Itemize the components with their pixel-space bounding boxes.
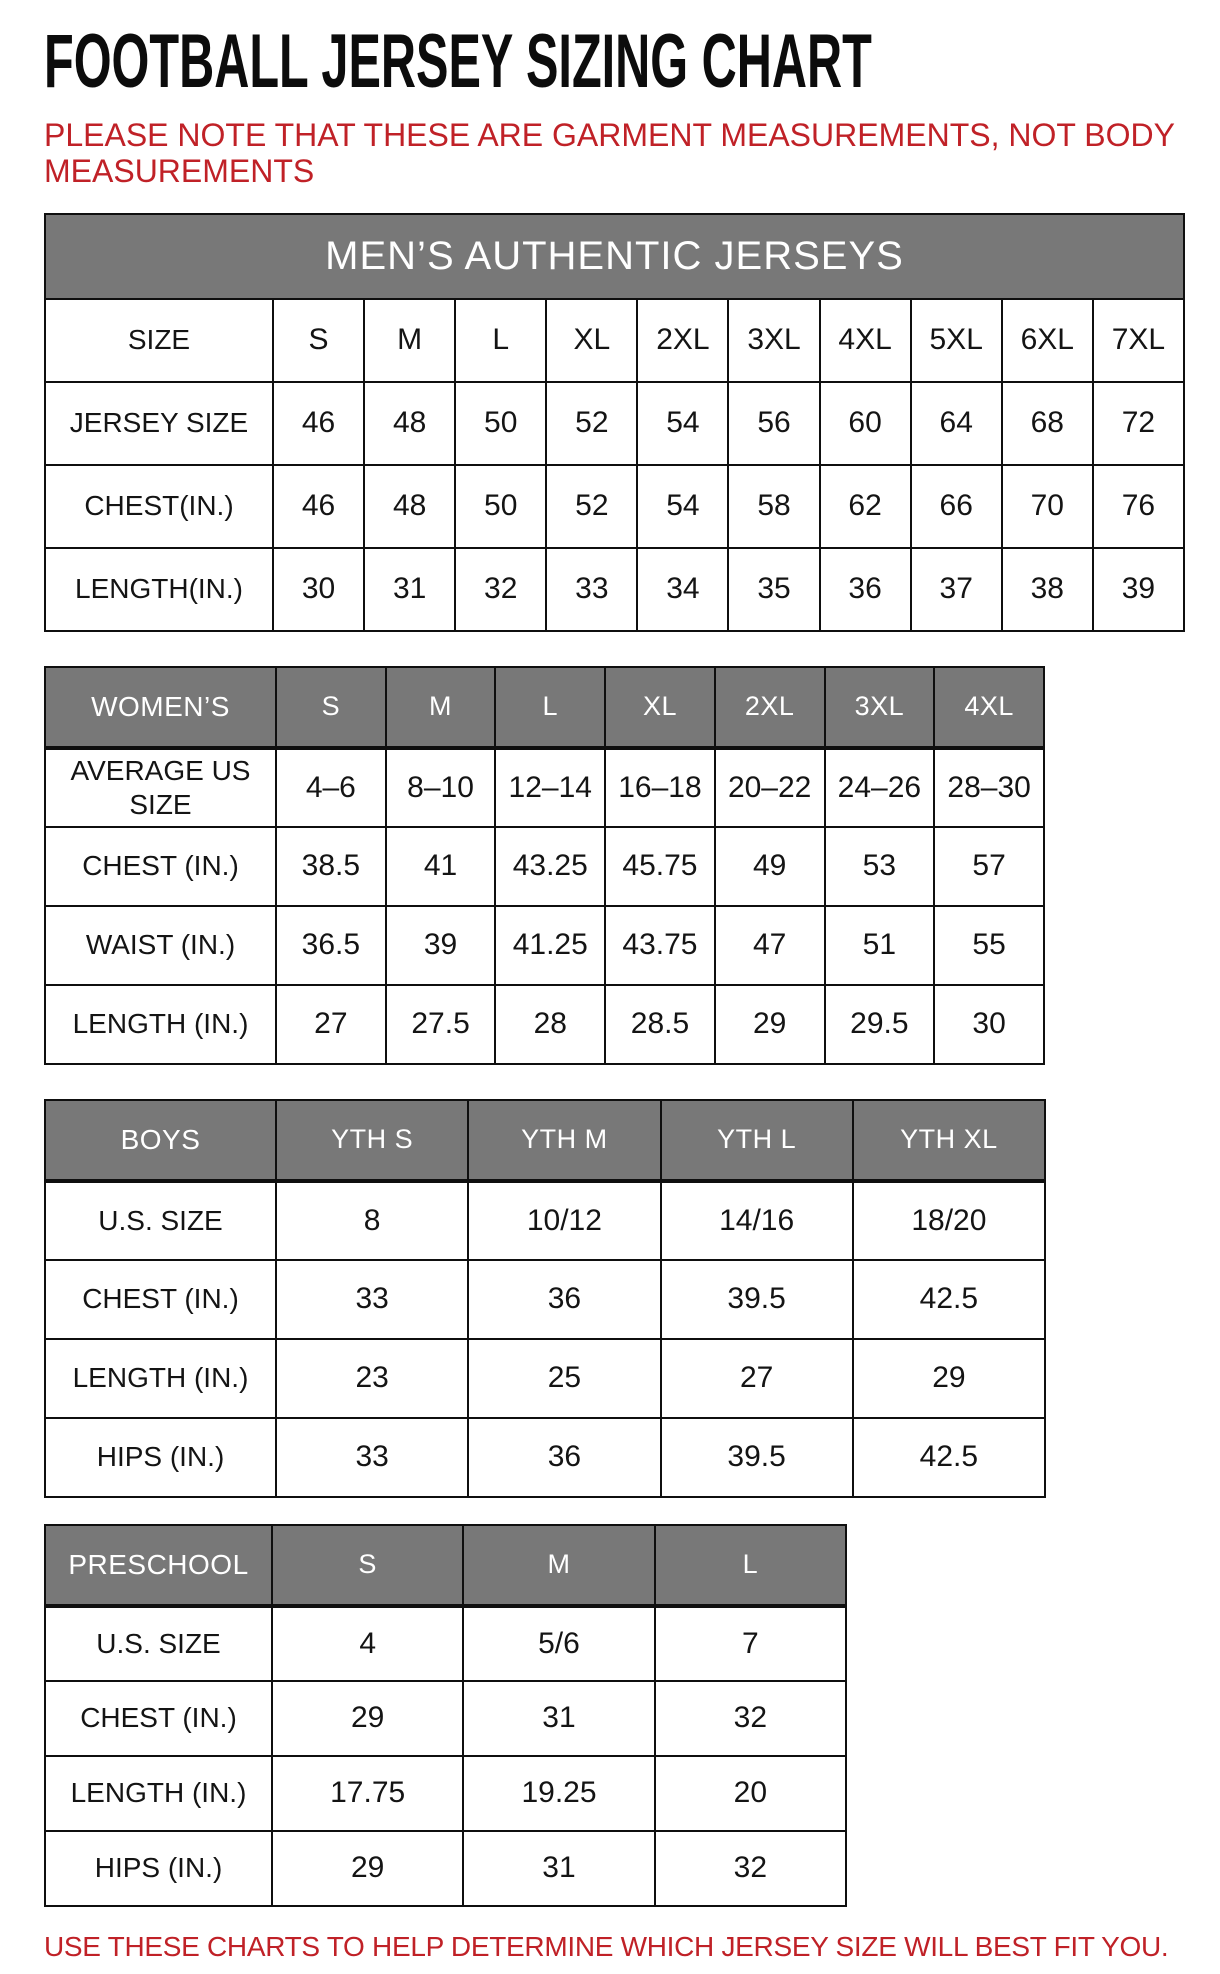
- table-header-row: [45, 667, 1044, 748]
- row-label: HIPS (IN.): [45, 1418, 276, 1497]
- row-label: U.S. SIZE: [45, 1181, 276, 1260]
- size-column-header: YTH L: [661, 1100, 853, 1181]
- value-cell: 57: [934, 827, 1044, 906]
- value-cell: 34: [637, 548, 728, 631]
- table-header-label: WOMEN’S: [45, 667, 276, 748]
- table-header-label: BOYS: [45, 1100, 276, 1181]
- value-cell: XL: [546, 299, 637, 382]
- value-cell: 36: [468, 1260, 660, 1339]
- value-cell: 39.5: [661, 1260, 853, 1339]
- size-column-header: L: [495, 667, 605, 748]
- row-label: CHEST(IN.): [45, 465, 273, 548]
- value-cell: 29: [853, 1339, 1045, 1418]
- row-label: LENGTH (IN.): [45, 1339, 276, 1418]
- row-label: LENGTH(IN.): [45, 548, 273, 631]
- value-cell: 18/20: [853, 1181, 1045, 1260]
- value-cell: 2XL: [637, 299, 728, 382]
- value-cell: 37: [911, 548, 1002, 631]
- value-cell: 4–6: [276, 748, 386, 827]
- value-cell: 32: [655, 1681, 846, 1756]
- value-cell: 29.5: [825, 985, 935, 1064]
- value-cell: 23: [276, 1339, 468, 1418]
- value-cell: 72: [1093, 382, 1184, 465]
- value-cell: 6XL: [1002, 299, 1093, 382]
- table-row: [45, 1181, 1045, 1260]
- value-cell: 35: [728, 548, 819, 631]
- size-column-header: 2XL: [715, 667, 825, 748]
- value-cell: 31: [364, 548, 455, 631]
- value-cell: 8–10: [386, 748, 496, 827]
- value-cell: 30: [273, 548, 364, 631]
- value-cell: 36: [820, 548, 911, 631]
- value-cell: 50: [455, 382, 546, 465]
- value-cell: 64: [911, 382, 1002, 465]
- value-cell: 45.75: [605, 827, 715, 906]
- value-cell: 36.5: [276, 906, 386, 985]
- value-cell: 27.5: [386, 985, 496, 1064]
- row-label: WAIST (IN.): [45, 906, 276, 985]
- value-cell: 55: [934, 906, 1044, 985]
- value-cell: 29: [272, 1831, 463, 1906]
- value-cell: 68: [1002, 382, 1093, 465]
- value-cell: 31: [463, 1831, 654, 1906]
- value-cell: 24–26: [825, 748, 935, 827]
- row-label: LENGTH (IN.): [45, 985, 276, 1064]
- value-cell: 29: [272, 1681, 463, 1756]
- table-row: [45, 382, 1184, 465]
- value-cell: L: [455, 299, 546, 382]
- value-cell: 54: [637, 382, 728, 465]
- table-row: [45, 1606, 846, 1681]
- row-label: U.S. SIZE: [45, 1606, 272, 1681]
- value-cell: 27: [661, 1339, 853, 1418]
- table-row: [45, 827, 1044, 906]
- value-cell: 51: [825, 906, 935, 985]
- size-column-header: S: [272, 1525, 463, 1606]
- value-cell: 49: [715, 827, 825, 906]
- value-cell: 32: [655, 1831, 846, 1906]
- value-cell: 5XL: [911, 299, 1002, 382]
- value-cell: 48: [364, 382, 455, 465]
- value-cell: 43.25: [495, 827, 605, 906]
- row-label: SIZE: [45, 299, 273, 382]
- value-cell: 31: [463, 1681, 654, 1756]
- value-cell: 3XL: [728, 299, 819, 382]
- table-banner: MEN’S AUTHENTIC JERSEYS: [45, 214, 1184, 299]
- value-cell: 50: [455, 465, 546, 548]
- value-cell: 17.75: [272, 1756, 463, 1831]
- mens-authentic-jerseys-table: [44, 213, 1185, 632]
- table-header-row: [45, 214, 1184, 299]
- row-label: AVERAGE US SIZE: [45, 748, 276, 827]
- value-cell: 76: [1093, 465, 1184, 548]
- value-cell: 42.5: [853, 1418, 1045, 1497]
- value-cell: 58: [728, 465, 819, 548]
- value-cell: 7XL: [1093, 299, 1184, 382]
- value-cell: 60: [820, 382, 911, 465]
- value-cell: 42.5: [853, 1260, 1045, 1339]
- value-cell: 33: [276, 1260, 468, 1339]
- value-cell: 70: [1002, 465, 1093, 548]
- size-column-header: 4XL: [934, 667, 1044, 748]
- size-column-header: M: [386, 667, 496, 748]
- value-cell: 27: [276, 985, 386, 1064]
- value-cell: 16–18: [605, 748, 715, 827]
- value-cell: 19.25: [463, 1756, 654, 1831]
- value-cell: 38.5: [276, 827, 386, 906]
- table-row: [45, 748, 1044, 827]
- row-label: JERSEY SIZE: [45, 382, 273, 465]
- table-header-row: [45, 1100, 1045, 1181]
- size-column-header: L: [655, 1525, 846, 1606]
- table-header-row: [45, 1525, 846, 1606]
- row-label: HIPS (IN.): [45, 1831, 272, 1906]
- womens-sizing-table: [44, 666, 1045, 1065]
- table-row: [45, 548, 1184, 631]
- value-cell: 48: [364, 465, 455, 548]
- size-column-header: M: [463, 1525, 654, 1606]
- value-cell: 46: [273, 465, 364, 548]
- value-cell: 47: [715, 906, 825, 985]
- value-cell: 56: [728, 382, 819, 465]
- size-column-header: YTH M: [468, 1100, 660, 1181]
- value-cell: 20–22: [715, 748, 825, 827]
- value-cell: 28–30: [934, 748, 1044, 827]
- value-cell: 28.5: [605, 985, 715, 1064]
- value-cell: 4: [272, 1606, 463, 1681]
- table-row: [45, 1418, 1045, 1497]
- page-title: FOOTBALL JERSEY SIZING CHART: [44, 19, 872, 104]
- value-cell: 43.75: [605, 906, 715, 985]
- value-cell: 25: [468, 1339, 660, 1418]
- value-cell: 12–14: [495, 748, 605, 827]
- value-cell: 33: [276, 1418, 468, 1497]
- value-cell: M: [364, 299, 455, 382]
- table-row: [45, 299, 1184, 382]
- value-cell: 39: [386, 906, 496, 985]
- value-cell: 28: [495, 985, 605, 1064]
- value-cell: 14/16: [661, 1181, 853, 1260]
- value-cell: 54: [637, 465, 728, 548]
- table-row: [45, 1681, 846, 1756]
- row-label: CHEST (IN.): [45, 1681, 272, 1756]
- value-cell: 52: [546, 465, 637, 548]
- value-cell: S: [273, 299, 364, 382]
- value-cell: 33: [546, 548, 637, 631]
- table-row: [45, 465, 1184, 548]
- size-column-header: S: [276, 667, 386, 748]
- table-row: [45, 906, 1044, 985]
- preschool-sizing-table: [44, 1524, 847, 1907]
- row-label: CHEST (IN.): [45, 1260, 276, 1339]
- size-column-header: YTH XL: [853, 1100, 1045, 1181]
- value-cell: 8: [276, 1181, 468, 1260]
- value-cell: 66: [911, 465, 1002, 548]
- value-cell: 29: [715, 985, 825, 1064]
- value-cell: 41: [386, 827, 496, 906]
- row-label: CHEST (IN.): [45, 827, 276, 906]
- table-row: [45, 1831, 846, 1906]
- table-header-label: PRESCHOOL: [45, 1525, 272, 1606]
- value-cell: 10/12: [468, 1181, 660, 1260]
- row-label: LENGTH (IN.): [45, 1756, 272, 1831]
- value-cell: 32: [455, 548, 546, 631]
- value-cell: 39: [1093, 548, 1184, 631]
- boys-sizing-table: [44, 1099, 1046, 1498]
- value-cell: 30: [934, 985, 1044, 1064]
- value-cell: 53: [825, 827, 935, 906]
- garment-measurements-note: PLEASE NOTE THAT THESE ARE GARMENT MEASUREMENTS, NOT BODY MEASUREMENTS: [44, 116, 1175, 189]
- value-cell: 62: [820, 465, 911, 548]
- value-cell: 46: [273, 382, 364, 465]
- value-cell: 41.25: [495, 906, 605, 985]
- value-cell: 38: [1002, 548, 1093, 631]
- size-column-header: YTH S: [276, 1100, 468, 1181]
- value-cell: 7: [655, 1606, 846, 1681]
- table-row: [45, 1339, 1045, 1418]
- value-cell: 36: [468, 1418, 660, 1497]
- value-cell: 5/6: [463, 1606, 654, 1681]
- size-column-header: XL: [605, 667, 715, 748]
- size-column-header: 3XL: [825, 667, 935, 748]
- table-row: [45, 1260, 1045, 1339]
- table-row: [45, 985, 1044, 1064]
- footer-note: USE THESE CHARTS TO HELP DETERMINE WHICH JERSEY SIZE WILL BEST FIT YOU.: [44, 1930, 1169, 1962]
- table-row: [45, 1756, 846, 1831]
- value-cell: 52: [546, 382, 637, 465]
- value-cell: 20: [655, 1756, 846, 1831]
- value-cell: 39.5: [661, 1418, 853, 1497]
- value-cell: 4XL: [820, 299, 911, 382]
